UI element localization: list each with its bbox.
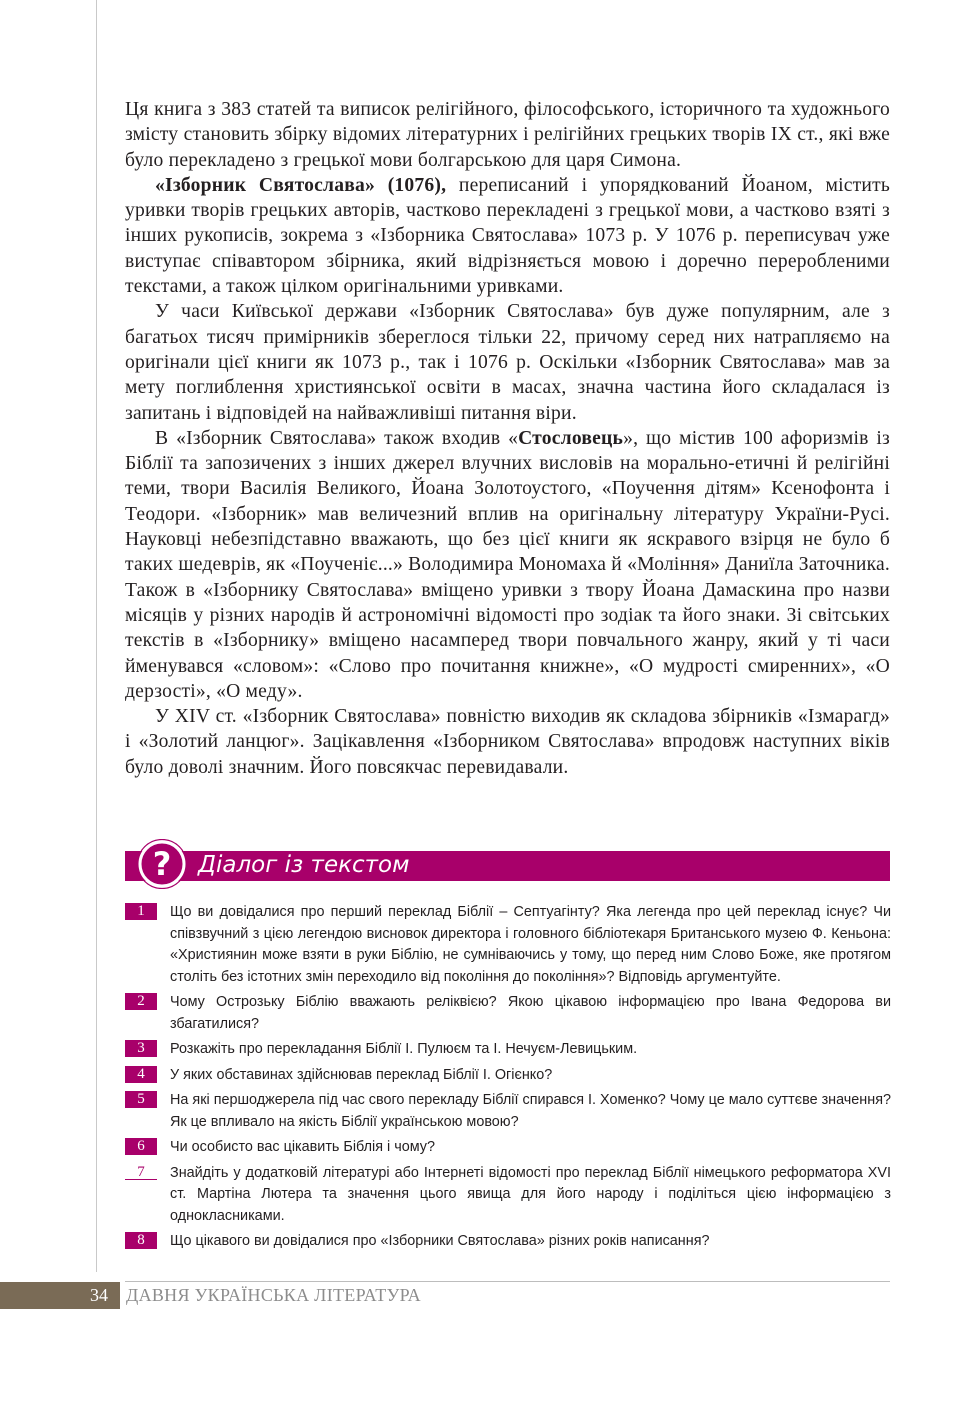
question-item [125, 992, 891, 1035]
question-text: Чому Острозьку Біблію вважають реліквією? Якою цікавою інформацією про Івана Федорова ви збагатилися? [170, 994, 891, 1032]
question-number: 6 [125, 1138, 157, 1155]
question-item [125, 1231, 891, 1253]
question-number: 1 [125, 903, 157, 920]
question-number: 7 [125, 1164, 157, 1180]
question-number: 3 [125, 1040, 157, 1057]
question-icon [137, 839, 187, 889]
paragraph [125, 426, 890, 704]
question-number: 2 [125, 993, 157, 1010]
svg-text:?: ? [152, 845, 172, 883]
margin-rule [96, 0, 97, 1272]
question-text: Розкажіть про перекладання Біблії І. Пулюєм та І. Нечуєм-Левицьким. [170, 1041, 638, 1057]
running-title: ДАВНЯ УКРАЇНСЬКА ЛІТЕРАТУРА [126, 1285, 421, 1305]
question-item [125, 1039, 891, 1061]
main-text [125, 97, 890, 780]
question-item [125, 1137, 891, 1159]
question-item [125, 902, 891, 988]
bold-term: «Ізборник Святослава» (1076), [155, 174, 447, 196]
question-item [125, 1065, 891, 1087]
question-list [125, 902, 891, 1257]
paragraph: У часи Київської держави «Ізборник Святослава» був дуже популярним, але з багатьох тисяч примірників збереглося тільки 22, причому серед них натрапляємо на оригінали цієї книги як 1073 р., так і 1076 р. Оскільки «Ізборник Святослава» мав за мету поглиблення християнської освіти в масах, значна частина його складалася із запитань і відповідей на найважливіші питання віри. [125, 301, 890, 424]
paragraph: Ця книга з 383 статей та виписок релігійного, філософського, історичного та художнього змісту становить збірку відомих літературних і релігійних грецьких творів IX ст., які вже було перекладено з грецької мови болгарською для царя Симона. [125, 99, 890, 171]
question-text: У яких обставинах здійснював переклад Біблії І. Огієнко? [170, 1066, 553, 1083]
paragraph-text: », що містив 100 афоризмів із Біблії та запозичених з інших джерел влучних висловів на морально-етичні й релігійні теми, твори Василія Великого, Йоана Золотоустого, «Поучення дітям» Ксенофонта і Теодори. «Ізборник» мав величезний вплив на оригінальну літературу України-Русі. Науковці небезпідставно вважають, що без цієї книги як яскравого взірця не було б таких шедеврів, як «Поученіє...» Володимира Мономаха й «Моління» Даниїла Заточника. Також в «Ізборнику Святослава» вміщено уривки з твору Йоана Дамаскина про назви місяців у різних народів й астрономічні відомості про зодіак та його знаки. Зі світських текстів в «Ізборнику» вміщено насамперед твори повчального жанру, який у ті часи йменувався «словом»: «Слово про почитання книжне», «О мудрості смиренних», «О дерзості», «О меду». [125, 427, 890, 702]
question-text: Що ви довідалися про перший переклад Біблії – Септуагінту? Яка легенда про цей переклад існує? Чи співзвучний з цією легендою висновок директора і головного бібліотекаря Британського музею Ф. Кеньона: «Християнин може взяти в руки Біблію, не сумніваючись у тому, що перед ним Слово Боже, яке протягом століть без істотних змін переходило від покоління до покоління»? Відповідь аргументуйте. [170, 904, 891, 985]
paragraph: У XIV ст. «Ізборник Святослава» повністю виходив як складова збірників «Ізмарагд» і «Золотий ланцюг». Зацікавлення «Ізборником Святослава» впродовж наступних віків було доволі значним. Його повсякчас перевидавали. [125, 706, 890, 778]
bold-term: Стословець [518, 427, 624, 449]
question-text: Чи особисто вас цікавить Біблія і чому? [170, 1139, 435, 1155]
question-text: Знайдіть у додатковій літературі або Інтернеті відомості про переклад Біблії німецького реформатора XVI ст. Мартіна Лютера та значення цього явища для його народу і поділіться цією інформацією з однокласниками. [170, 1164, 891, 1224]
paragraph [125, 173, 890, 299]
question-item [125, 1090, 891, 1133]
question-number: 8 [125, 1232, 157, 1249]
page-number: 34 [90, 1285, 108, 1305]
paragraph-text: переписаний і упорядкований Йоаном, містить уривки творів грецьких авторів, частково перекладені з грецької мови, а частково взяті з інших рукописів, зокрема з «Ізборника Святослава» 1073 р. У 1076 р. переписувач уже виступає співавтором збірника, який відрізняється мовою і доречно переробленими текстами, а також цілком оригінальними уривками. [125, 174, 890, 298]
paragraph-text: В «Ізборник Святослава» також входив « [155, 427, 519, 449]
dialog-title: Діалог із текстом [198, 852, 410, 878]
question-text: Що цікавого ви довідалися про «Ізборники Святослава» різних років написання? [170, 1233, 710, 1249]
question-text: На які першоджерела під час свого перекладу Біблії спирався І. Хоменко? Чому це мало суттєве значення? Як це впливало на якість Біблії українською мовою? [170, 1092, 891, 1130]
question-item [125, 1163, 891, 1228]
question-number: 4 [125, 1066, 157, 1083]
question-number: 5 [125, 1091, 157, 1108]
